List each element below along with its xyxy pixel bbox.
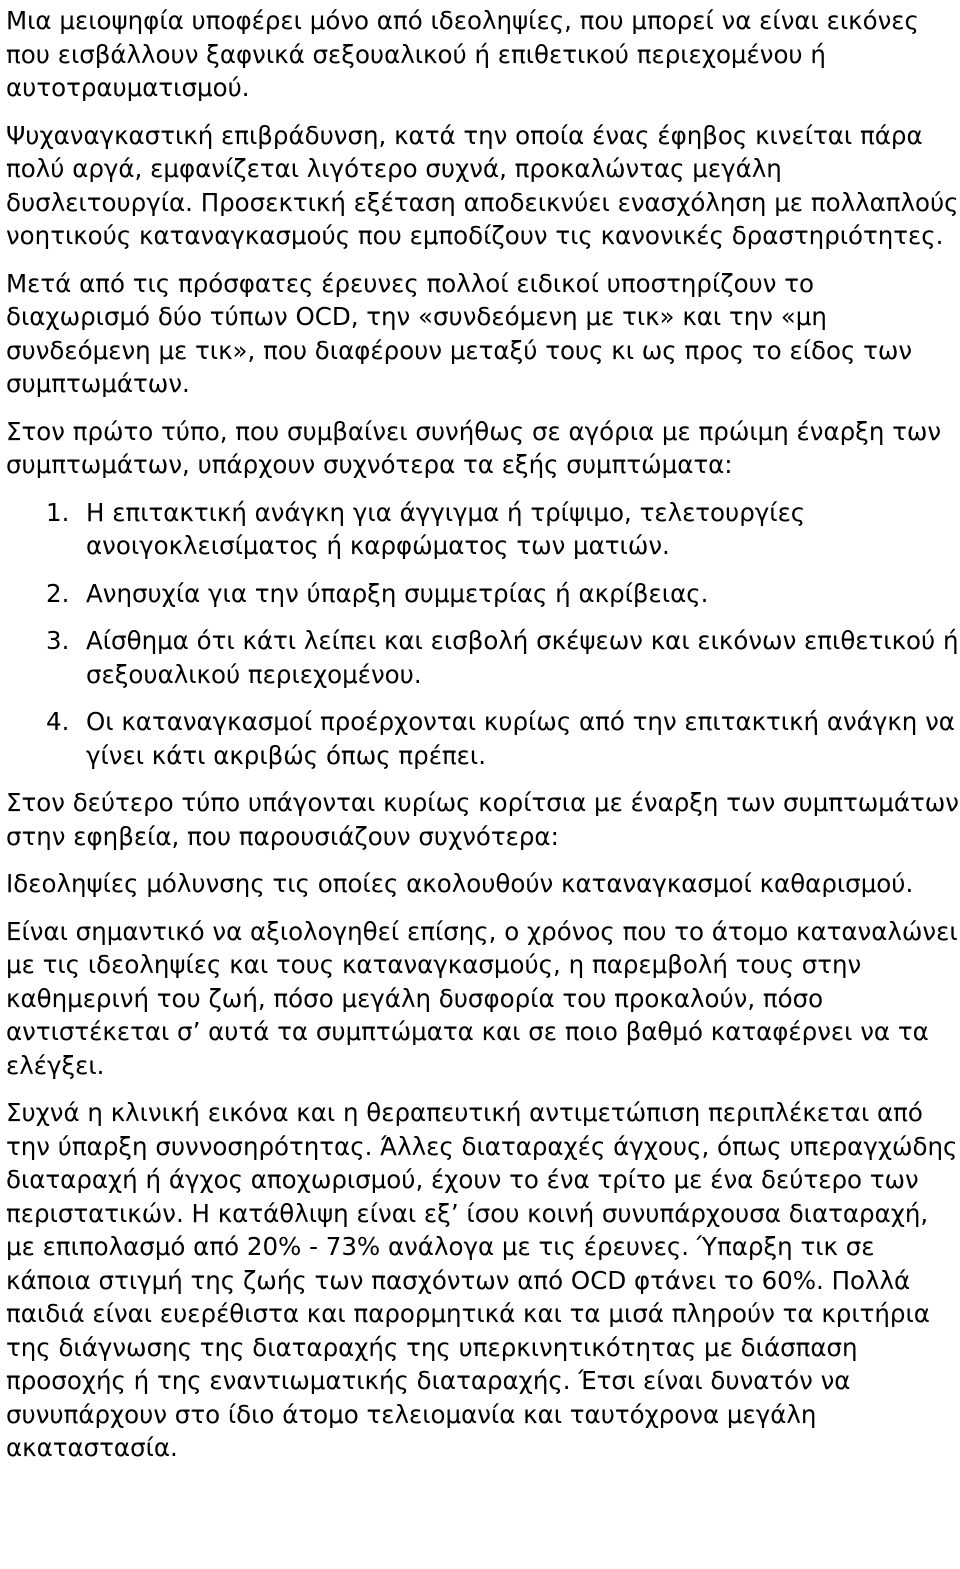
list-item xyxy=(6,496,960,563)
list-item xyxy=(6,624,960,691)
paragraph-first-type-intro: Στον πρώτο τύπο, που συμβαίνει συνήθως σε αγόρια με πρώιμη έναρξη των συμπτωμάτων, υπάρχουν συχνότερα τα εξής συμπτώματα: xyxy=(6,416,942,479)
paragraph-compulsive-slowness: Ψυχαναγκαστική επιβράδυνση, κατά την οποία ένας έφηβος κινείται πάρα πολύ αργά, εμφανίζεται λιγότερο συχνά, προκαλώντας μεγάλη δυσλειτουργία. Προσεκτική εξέταση αποδεικνύει ενασχόληση με πολλαπλούς νοητικούς καταναγκασμούς που εμποδίζουν τις κανονικές δραστηριότητες. xyxy=(6,120,959,250)
paragraph-assessment: Είναι σημαντικό να αξιολογηθεί επίσης, ο χρόνος που το άτομο καταναλώνει με τις ιδεοληψίες και τους καταναγκασμούς, η παρεμβολή τους στην καθημερινή του ζωή, πόσο μεγάλη δυσφορία του προκαλούν, πόσο αντιστέκεται σ’ αυτά τα συμπτώματα και σε ποιο βαθμό καταφέρνει να τα ελέγξει. xyxy=(6,916,958,1080)
list-item-number: 1. xyxy=(46,497,70,527)
list-item-text: Ανησυχία για την ύπαρξη συμμετρίας ή ακρίβειας. xyxy=(86,578,709,608)
paragraph-intrusive-images: Μια μειοψηφία υποφέρει μόνο από ιδεοληψίες, που μπορεί να είναι εικόνες που εισβάλλουν ξαφνικά σεξουαλικού ή επιθετικού περιεχομένου ή αυτοτραυματισμού. xyxy=(6,6,919,102)
paragraph-second-type-intro: Στον δεύτερο τύπο υπάγονται κυρίως κορίτσια με έναρξη των συμπτωμάτων στην εφηβεία, που παρουσιάζουν συχνότερα: xyxy=(6,788,959,851)
paragraph-comorbidity: Συχνά η κλινική εικόνα και η θεραπευτική αντιμετώπιση περιπλέκεται από την ύπαρξη συννοσηρότητας. Άλλες διαταραχές άγχους, όπως υπεραγχώδης διαταραχή ή άγχος αποχωρισμού, έχουν το ένα τρίτο με ένα δεύτερο των περιστατικών. Η κατάθλιψη είναι εξ’ ίσου κοινή συνυπάρχουσα διαταραχή, με επιπολασμό από 20% - 73% ανάλογα με τις έρευνες. Ύπαρξη τικ σε κάποια στιγμή της ζωής των πασχόντων από OCD φτάνει το 60%. Πολλά παιδιά είναι ευερέθιστα και παρορμητικά και τα μισά πληρούν τα κριτήρια της διάγνωσης της διαταραχής της υπερκινητικότητας με διάσπαση προσοχής ή της εναντιωματικής διαταραχής. Έτσι είναι δυνατόν να συνυπάρχουν στο ίδιο άτομο τελειομανία και ταυτόχρονα μεγάλη ακαταστασία. xyxy=(6,1098,958,1462)
list-item-number: 4. xyxy=(46,707,70,736)
list-item-number: 2. xyxy=(46,578,70,608)
paragraph-ocd-types: Μετά από τις πρόσφατες έρευνες πολλοί ειδικοί υποστηρίζουν το διαχωρισμό δύο τύπων OCD, την «συνδεόμενη με τικ» και την «μη συνδεόμενη με τικ», που διαφέρουν μεταξύ τους κι ως προς το είδος των συμπτωμάτων. xyxy=(6,268,913,398)
list-item xyxy=(6,705,960,772)
list-item-text: Οι καταναγκασμοί προέρχονται κυρίως από την επιτακτική ανάγκη να γίνει κάτι ακριβώς όπως πρέπει. xyxy=(86,707,955,770)
paragraph-contamination: Ιδεοληψίες μόλυνσης τις οποίες ακολουθούν καταναγκασμοί καθαρισμού. xyxy=(6,869,914,898)
list-item xyxy=(6,577,960,611)
symptom-list xyxy=(6,496,960,773)
list-item-text: Η επιτακτική ανάγκη για άγγιγμα ή τρίψιμο, τελετουργίες ανοιγοκλεισίματος ή καρφώματος των ματιών. xyxy=(86,497,806,560)
list-item-number: 3. xyxy=(46,626,70,655)
list-item-text: Αίσθημα ότι κάτι λείπει και εισβολή σκέψεων και εικόνων επιθετικού ή σεξουαλικού περιεχομένου. xyxy=(86,626,959,689)
